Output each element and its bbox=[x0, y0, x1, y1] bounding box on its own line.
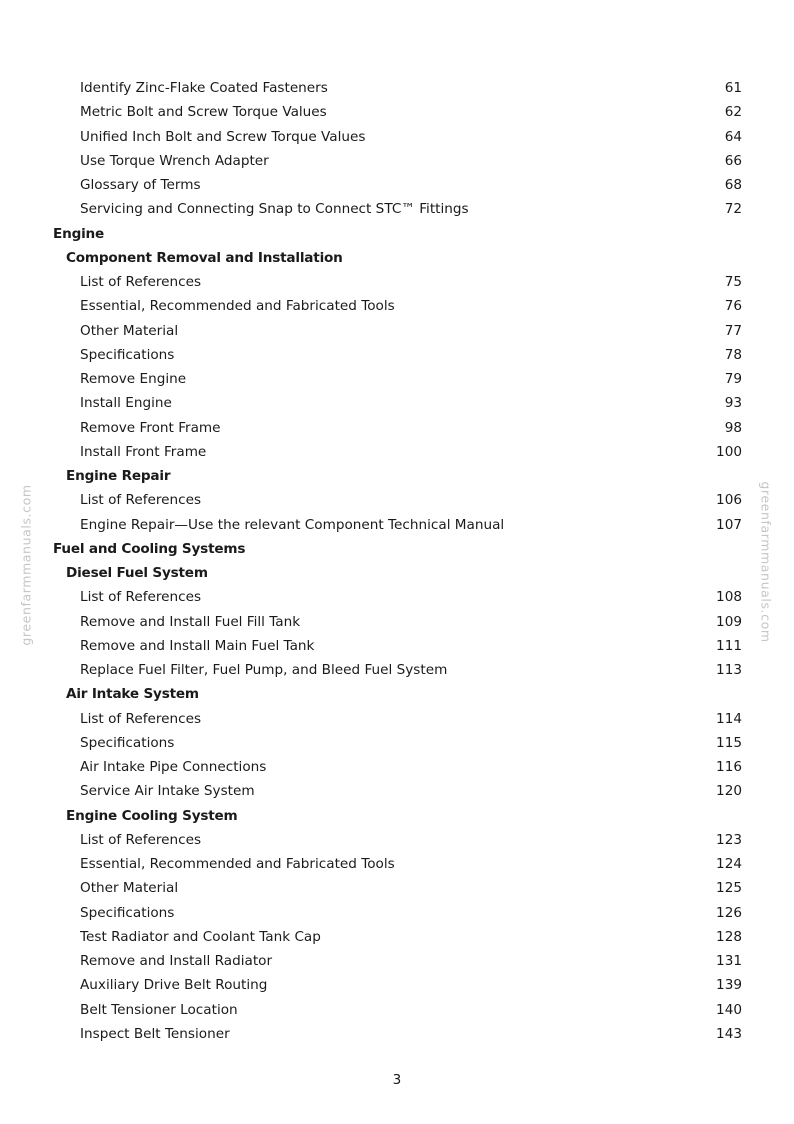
page-number: 3 bbox=[392, 1072, 402, 1088]
toc-entry[interactable] bbox=[0, 731, 794, 755]
toc-page-number: 107 bbox=[716, 516, 742, 533]
toc-entry[interactable] bbox=[0, 513, 794, 537]
toc-page-number: 124 bbox=[716, 856, 742, 872]
toc-subsection[interactable] bbox=[0, 682, 794, 706]
toc-page-number: 76 bbox=[724, 298, 742, 315]
toc-page-number: 64 bbox=[724, 128, 742, 145]
toc-entry[interactable] bbox=[0, 901, 794, 925]
toc-entry[interactable] bbox=[0, 100, 794, 124]
toc-page-number: 98 bbox=[724, 419, 742, 436]
toc-section[interactable] bbox=[0, 222, 794, 246]
toc-entry-title: Inspect Belt Tensioner bbox=[80, 1025, 230, 1042]
toc-page-number: 75 bbox=[724, 274, 742, 290]
toc-page-number: 126 bbox=[716, 904, 742, 921]
toc-entry-title: Replace Fuel Filter, Fuel Pump, and Bleed Fuel System bbox=[80, 662, 448, 678]
toc-entry-title: Remove and Install Radiator bbox=[80, 953, 273, 969]
toc-page-number: 115 bbox=[716, 734, 742, 751]
toc-entry-title: Specifications bbox=[80, 346, 175, 363]
toc-entry[interactable] bbox=[0, 270, 794, 294]
toc-page-number: 79 bbox=[724, 371, 742, 387]
toc-entry-title: Other Material bbox=[80, 322, 179, 339]
toc-entry[interactable] bbox=[0, 294, 794, 318]
toc-entry[interactable] bbox=[0, 925, 794, 949]
toc-section-title: Fuel and Cooling Systems bbox=[53, 540, 246, 557]
toc-entry[interactable] bbox=[0, 658, 794, 682]
toc-section-title: Engine bbox=[53, 225, 105, 242]
toc-entry[interactable] bbox=[0, 197, 794, 221]
toc-entry-title: Essential, Recommended and Fabricated Tools bbox=[80, 298, 395, 315]
toc-entry[interactable] bbox=[0, 319, 794, 343]
toc-entry-title: Glossary of Terms bbox=[80, 177, 201, 193]
toc-page-number: 78 bbox=[724, 346, 742, 363]
toc-subsection-title: Diesel Fuel System bbox=[66, 565, 208, 581]
toc-entry-title: Test Radiator and Coolant Tank Cap bbox=[80, 928, 321, 945]
toc-entry[interactable] bbox=[0, 440, 794, 464]
toc-entry-title: Unified Inch Bolt and Screw Torque Values bbox=[80, 128, 366, 145]
toc-entry[interactable] bbox=[0, 149, 794, 173]
toc-entry-title: Remove Front Frame bbox=[80, 419, 221, 436]
toc-entry[interactable] bbox=[0, 828, 794, 852]
toc-subsection-title: Engine Repair bbox=[66, 468, 171, 484]
table-of-contents bbox=[0, 76, 794, 1046]
toc-page-number: 143 bbox=[716, 1025, 742, 1042]
toc-page-number: 114 bbox=[716, 710, 742, 727]
toc-entry[interactable] bbox=[0, 852, 794, 876]
toc-entry[interactable] bbox=[0, 610, 794, 634]
toc-entry[interactable] bbox=[0, 343, 794, 367]
toc-entry-title: Remove and Install Main Fuel Tank bbox=[80, 637, 315, 654]
toc-entry-title: Auxiliary Drive Belt Routing bbox=[80, 977, 268, 994]
toc-entry-title: Install Front Frame bbox=[80, 443, 207, 460]
toc-entry-title: Install Engine bbox=[80, 395, 172, 412]
toc-subsection[interactable] bbox=[0, 561, 794, 585]
toc-entry[interactable] bbox=[0, 779, 794, 803]
toc-entry[interactable] bbox=[0, 707, 794, 731]
toc-page-number: 120 bbox=[716, 783, 742, 800]
toc-page-number: 77 bbox=[724, 322, 742, 339]
toc-subsection[interactable] bbox=[0, 804, 794, 828]
toc-entry-title: Air Intake Pipe Connections bbox=[80, 759, 267, 775]
toc-entry[interactable] bbox=[0, 755, 794, 779]
toc-page-number: 111 bbox=[716, 637, 742, 654]
toc-entry-title: List of References bbox=[80, 831, 202, 848]
toc-entry[interactable] bbox=[0, 1022, 794, 1046]
toc-entry[interactable] bbox=[0, 998, 794, 1022]
toc-entry-title: Service Air Intake System bbox=[80, 783, 255, 800]
toc-entry[interactable] bbox=[0, 876, 794, 900]
toc-entry-title: Use Torque Wrench Adapter bbox=[80, 152, 269, 169]
toc-entry-title: Remove Engine bbox=[80, 371, 187, 387]
toc-page-number: 66 bbox=[724, 152, 742, 169]
toc-page-number: 113 bbox=[716, 662, 742, 678]
toc-page-number: 139 bbox=[716, 977, 742, 994]
toc-page-number: 116 bbox=[716, 759, 742, 775]
toc-entry-title: Other Material bbox=[80, 880, 179, 897]
toc-entry-title: List of References bbox=[80, 274, 202, 290]
toc-page-number: 128 bbox=[716, 928, 742, 945]
toc-entry-title: Essential, Recommended and Fabricated Tools bbox=[80, 856, 395, 872]
toc-entry-title: Specifications bbox=[80, 734, 175, 751]
toc-page-number: 93 bbox=[724, 395, 742, 412]
toc-entry[interactable] bbox=[0, 173, 794, 197]
toc-page-number: 140 bbox=[716, 1001, 742, 1018]
toc-page-number: 108 bbox=[716, 589, 742, 606]
toc-subsection[interactable] bbox=[0, 464, 794, 488]
toc-entry[interactable] bbox=[0, 585, 794, 609]
toc-entry-title: List of References bbox=[80, 492, 202, 509]
watermark-left: greenfarmmanuals.com bbox=[18, 484, 34, 646]
toc-section[interactable] bbox=[0, 537, 794, 561]
toc-entry[interactable] bbox=[0, 367, 794, 391]
toc-page-number: 62 bbox=[724, 104, 742, 121]
toc-entry-title: Engine Repair—Use the relevant Component Technical Manual bbox=[80, 516, 505, 533]
toc-page-number: 106 bbox=[716, 492, 742, 509]
toc-entry-title: Specifications bbox=[80, 904, 175, 921]
toc-page-number: 109 bbox=[716, 613, 742, 630]
toc-page-number: 131 bbox=[716, 953, 742, 969]
toc-entry-title: Belt Tensioner Location bbox=[80, 1001, 238, 1018]
toc-entry-title: Metric Bolt and Screw Torque Values bbox=[80, 104, 327, 121]
toc-entry-title: Remove and Install Fuel Fill Tank bbox=[80, 613, 301, 630]
toc-entry-title: List of References bbox=[80, 589, 202, 606]
toc-entry[interactable] bbox=[0, 76, 794, 100]
toc-entry[interactable] bbox=[0, 125, 794, 149]
toc-subsection-title: Component Removal and Installation bbox=[66, 249, 343, 266]
toc-entry[interactable] bbox=[0, 973, 794, 997]
toc-entry-title: Servicing and Connecting Snap to Connect STC™ Fittings bbox=[80, 201, 469, 218]
toc-page-number: 68 bbox=[724, 177, 742, 193]
toc-entry[interactable] bbox=[0, 488, 794, 512]
toc-page-number: 123 bbox=[716, 831, 742, 848]
toc-page-number: 125 bbox=[716, 880, 742, 897]
toc-entry[interactable] bbox=[0, 949, 794, 973]
toc-entry[interactable] bbox=[0, 416, 794, 440]
toc-subsection[interactable] bbox=[0, 246, 794, 270]
toc-entry[interactable] bbox=[0, 391, 794, 415]
toc-entry-title: Identify Zinc-Flake Coated Fasteners bbox=[80, 80, 328, 96]
toc-subsection-title: Air Intake System bbox=[66, 686, 199, 703]
toc-page-number: 72 bbox=[724, 201, 742, 218]
toc-subsection-title: Engine Cooling System bbox=[66, 807, 238, 824]
toc-entry[interactable] bbox=[0, 634, 794, 658]
toc-page-number: 61 bbox=[724, 80, 742, 96]
watermark-right: greenfarmmanuals.com bbox=[758, 481, 774, 643]
toc-entry-title: List of References bbox=[80, 710, 202, 727]
toc-page-number: 100 bbox=[716, 443, 742, 460]
